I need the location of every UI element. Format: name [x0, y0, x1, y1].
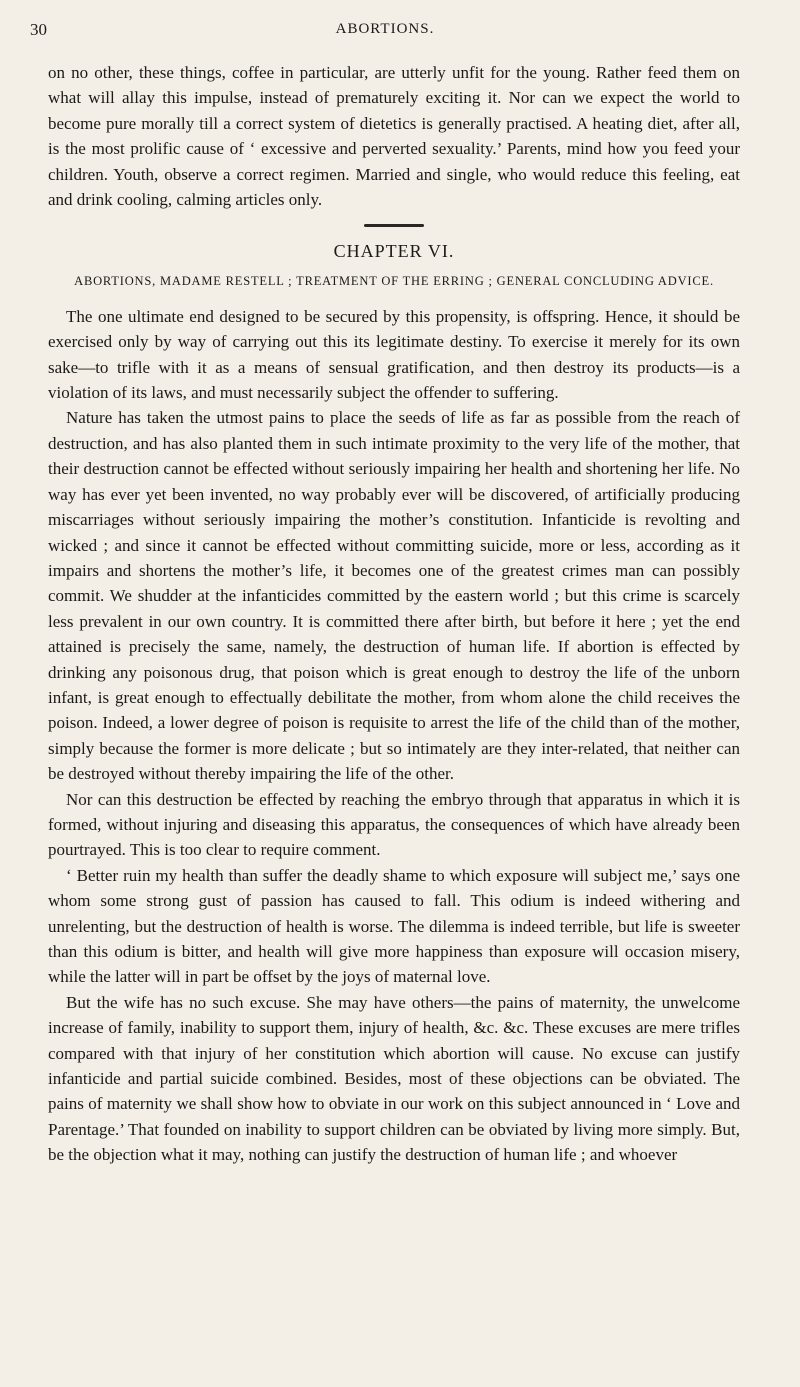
paragraph: Nature has taken the utmost pains to place the seeds of life as far as possible from the reach of destruction, and has also planted them in such intimate proximity to the very life of the mother, that their destruction cannot be effected without seriously impairing her health and shortening her life. No way has ever yet been invented, no way probably ever will be discovered, of artificially producing miscarriages without seriously impairing the mother’s constitution. Infanticide is revolting and wicked ; and since it cannot be effected without committing suicide, more or less, according as it impairs and shortens the mother’s life, it becomes one of the greatest crimes man can possibly commit. We shudder at the infanticides committed by the eastern world ; but this crime is scarcely less prevalent in our own country. It is committed there after birth, but before it here ; yet the end attained is precisely the same, namely, the destruction of human life. If abortion is effected by drinking any poisonous drug, that poison which is great enough to destroy the life of the unborn infant, is great enough to effectually debilitate the mother, from whom alone the child receives the poison. Indeed, a lower degree of poison is requisite to arrest the life of the child than of the mother, simply because the former is more delicate ; but so intimately are they inter-related, that neither can be destroyed without thereby impairing the life of the other. [48, 408, 740, 784]
chapter-subtitle: ABORTIONS, MADAME RESTELL ; TREATMENT OF THE ERRING ; GENERAL CONCLUDING ADVICE. [74, 273, 714, 288]
paragraph: on no other, these things, coffee in particular, are utterly unfit for the young. Rather feed them on what will allay this impulse, instead of prematurely exciting it. Nor can we expect the world to become pure morally till a correct system of dietetics is generally practised. A heating diet, after all, is the most prolific cause of ‘ excessive and perverted sexuality.’ Parents, mind how you feed your children. Youth, observe a correct regimen. Married and single, who would reduce this feeling, eat and drink cooling, calming articles only. [48, 63, 740, 210]
chapter-divider [364, 224, 424, 227]
body-text [30, 60, 740, 1168]
paragraph: ‘ Better ruin my health than suffer the deadly shame to which exposure will subject me,’ says one whom some strong gust of passion has caused to fall. This odium is indeed withering and unrelenting, but the destruction of health is worse. The dilemma is indeed terrible, but life is sweeter than this odium is bitter, and health will give more happiness than exposure will occasion misery, while the latter will in part be offset by the joys of maternal love. [48, 865, 740, 987]
running-head [30, 20, 740, 44]
paragraph: But the wife has no such excuse. She may have others—the pains of maternity, the unwelcome increase of family, inability to support them, injury of health, &c. &c. These excuses are mere trifles compared with that injury of her constitution which abortion will cause. No excuse can justify infanticide and partial suicide combined. Besides, most of these objections can be obviated. The pains of maternity we shall show how to obviate in our work on this subject announced in ‘ Love and Parentage.’ That founded on inability to support children can be obviated by living more simply. But, be the objection what it may, nothing can justify the destruction of human life ; and whoever [48, 992, 740, 1165]
running-title: ABORTIONS. [335, 21, 435, 37]
chapter-title: CHAPTER VI. [333, 241, 455, 262]
page-number: 30 [30, 20, 47, 39]
paragraph: The one ultimate end designed to be secured by this propensity, is offspring. Hence, it should be exercised only by way of carrying out this its legitimate destiny. To exercise it merely for its own sake—to trifle with it as a means of sensual gratification, and then destroy its products—is a violation of its laws, and must necessarily subject the offender to suffering. [48, 306, 740, 403]
paragraph: Nor can this destruction be effected by reaching the embryo through that apparatus in which it is formed, without injuring and diseasing this apparatus, the consequences of which have already been pourtrayed. This is too clear to require comment. [48, 789, 740, 860]
